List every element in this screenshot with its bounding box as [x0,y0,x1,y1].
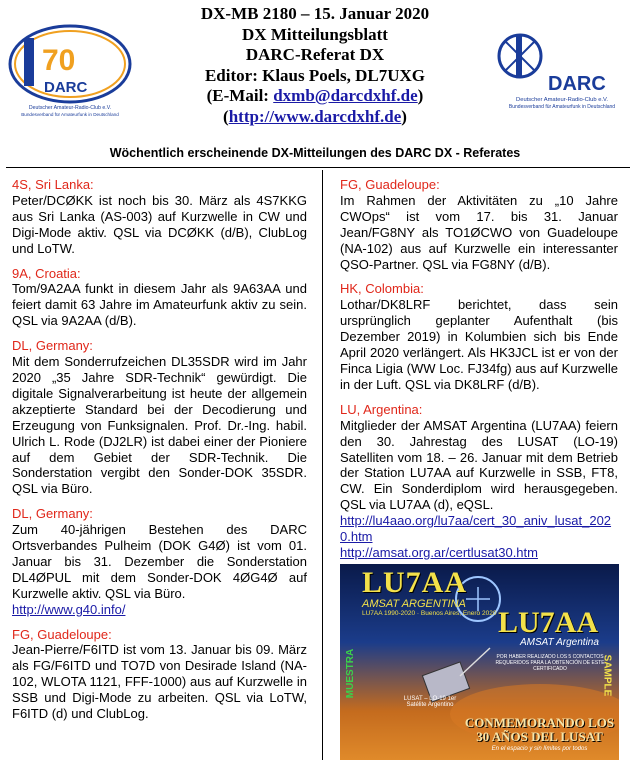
issue-line: DX-MB 2180 – 15. Januar 2020 [200,4,430,23]
item-title: LU, Argentina: [340,401,423,417]
news-item [340,177,618,272]
logo-name: DARC [548,73,606,95]
card-callsign-2: LU7AA [498,606,599,639]
department: DARC-Referat DX [245,45,385,64]
logo-number: 70 [42,44,76,77]
email-link[interactable]: dxmb@darcdxhf.de [273,86,418,105]
card-org: AMSAT ARGENTINA [362,598,466,610]
right-column [340,170,618,561]
website-line: (http://www.darcdxhf.de) [223,106,407,126]
subtitle: Wöchentlich erscheinende DX-Mitteilungen des DARC DX - Referates [109,146,521,160]
card-org-2: AMSAT Argentina [520,637,599,648]
news-item [12,266,307,330]
item-body: Peter/DCØKK ist noch bis 30. März als 4S7KKG aus Sri Lanka (AS-003) auf Kurzwelle in CW und Digi-Mode aktiv. QSL via DCØKK (d/B), ClubLog und LoTW. [12,192,307,256]
item-link[interactable]: http://www.g40.info/ [12,601,126,617]
card-certificate-text: POR HABER REALIZADO LOS 5 CONTACTOS REQUERIDOS PARA LA OBTENCIÓN DE ESTE CERTIFICADO [495,654,605,672]
header-divider [6,167,630,168]
news-item [12,177,307,257]
item-body: Mit dem Sonderrufzeichen DL35SDR wird im Jahr 2020 „35 Jahre SDR-Technik“ gewürdigt. Die digitale Signalverarbeitung ist heute der allgemein akzeptierte Standard bei der Decodierung und Erzeugung von Funksignalen. Prof. Dr.-Ing. habil. Ulrich L. Rode (DJ2LR) ist dabei einer der Pioniere auf dem Gebiet der SDR-Technik. Die Sonderstation vergibt den Sonder-DOK 35SDR. QSL via Büro. [12,354,307,497]
card-tagline: En el espacio y sin límites por todos [491,746,588,752]
item-title: FG, Guadeloupe: [12,626,112,642]
newsletter-header [0,0,630,140]
card-satellite-note: LUSAT – LO-19 1er Satélite Argentino [403,696,457,708]
item-title: HK, Colombia: [340,281,424,297]
card-small-text: LU7AA 1990-2020 · Buenos Aires, Enero 2020 [362,610,497,617]
item-title: DL, Germany: [12,338,93,354]
logo-name: DARC [44,79,88,96]
news-item [12,338,307,497]
logo-caption: Deutscher Amateur-Radio-Club e.V. [28,105,112,111]
qsl-card-image [340,564,619,760]
item-body: Lothar/DK8LRF berichtet, dass sein ursprünglich geplanter Aufenthalt (bis Dezember 2019) in Kolumbien sich bis Ende April 2020 verlängert. Als HK3JCL ist er von der Finca Ligia (WW Loc. FJ34fg) aus auf Kurzwelle in der Luft. QSL via DK8LRF (d/B). [340,297,618,392]
item-title: DL, Germany: [12,506,93,522]
item-title: FG, Guadeloupe: [340,177,440,192]
item-body: Zum 40-jährigen Bestehen des DARC Ortsverbandes Pulheim (DOK G4Ø) ist vom 01. Januar bis 31. Dezember die Sonderstation DL4ØPUL mit dem Sonder-DOK 4ØG4Ø auf Kurzwelle aktiv. QSL via Büro. [12,522,307,601]
card-headline: CONMEMORANDO LOS 30 AÑOS DEL LUSAT [464,715,615,744]
left-column [12,170,307,722]
column-divider [322,170,323,760]
item-link-2[interactable]: http://amsat.org.ar/certlusat30.htm [340,544,538,560]
news-item [12,627,307,722]
item-body: Tom/9A2AA funkt in diesem Jahr als 9A63AA und feiert damit 63 Jahre im Amateurfunk aktiv zu sein. QSL via 9A2AA (d/B). [12,281,307,329]
item-link[interactable]: http://lu4aao.org/lu7aa/cert_30_aniv_lusat_2020.htm [340,513,612,545]
item-body: Jean-Pierre/F6ITD ist vom 13. Januar bis 09. März als FG/F6ITD und TO7D von Desirade Island (NA-102, WLOTA 1121, FFF-1000) aus auf Kurzwelle in SSB und Digi-Mode zu arbeiten. QSL via LoTW, F6ITD (d) und ClubLog. [12,642,307,722]
news-item [340,402,618,561]
item-body: Mitglieder der AMSAT Argentina (LU7AA) feiern den 30. Jahrestag des LUSAT (LO-19) Satelliten vom 18. – 26. Januar mit dem Betrieb der Station LU7AA auf Kurzwelle in SSB, FT8, CW. Ein Sonderdiplom wird herausgegeben. QSL via LU7AA (d), eQSL. [340,417,618,513]
website-link[interactable]: http://www.darcdxhf.de [228,106,402,126]
publication-name: DX Mitteilungsblatt [242,24,388,44]
email-line: (E-Mail: dxmb@darcdxhf.de) [206,86,424,105]
darc-logo [496,14,628,126]
item-body: Im Rahmen der Aktivitäten zu „10 Jahre CWOps“ ist vom 17. bis 31. Januar Jean/FG8NY als TO1ØCWO von Guadeloupe (NA-102) aus auf Kurzwelle ein interessanter QSO-Partner. QSL via FG8NY (d/B). [340,192,618,272]
news-item [340,281,618,392]
logo-caption: Deutscher Amateur-Radio-Club e.V. [516,97,608,103]
logo-caption-2: Bundesverband für Amateurfunk in Deutschland [508,104,616,110]
card-sample-label: SAMPLE [601,654,613,697]
news-item [12,506,307,617]
logo-caption-2: Bundesverband für Amateurfunk in Deutschland [21,112,119,117]
item-title: 4S, Sri Lanka: [12,177,94,192]
card-muestra-label: MUESTRA [345,648,357,699]
darc-70-logo [6,18,134,118]
card-callsign: LU7AA [362,566,468,599]
item-title: 9A, Croatia: [12,265,81,281]
editor-line: Editor: Klaus Poels, DL7UXG [204,65,426,85]
